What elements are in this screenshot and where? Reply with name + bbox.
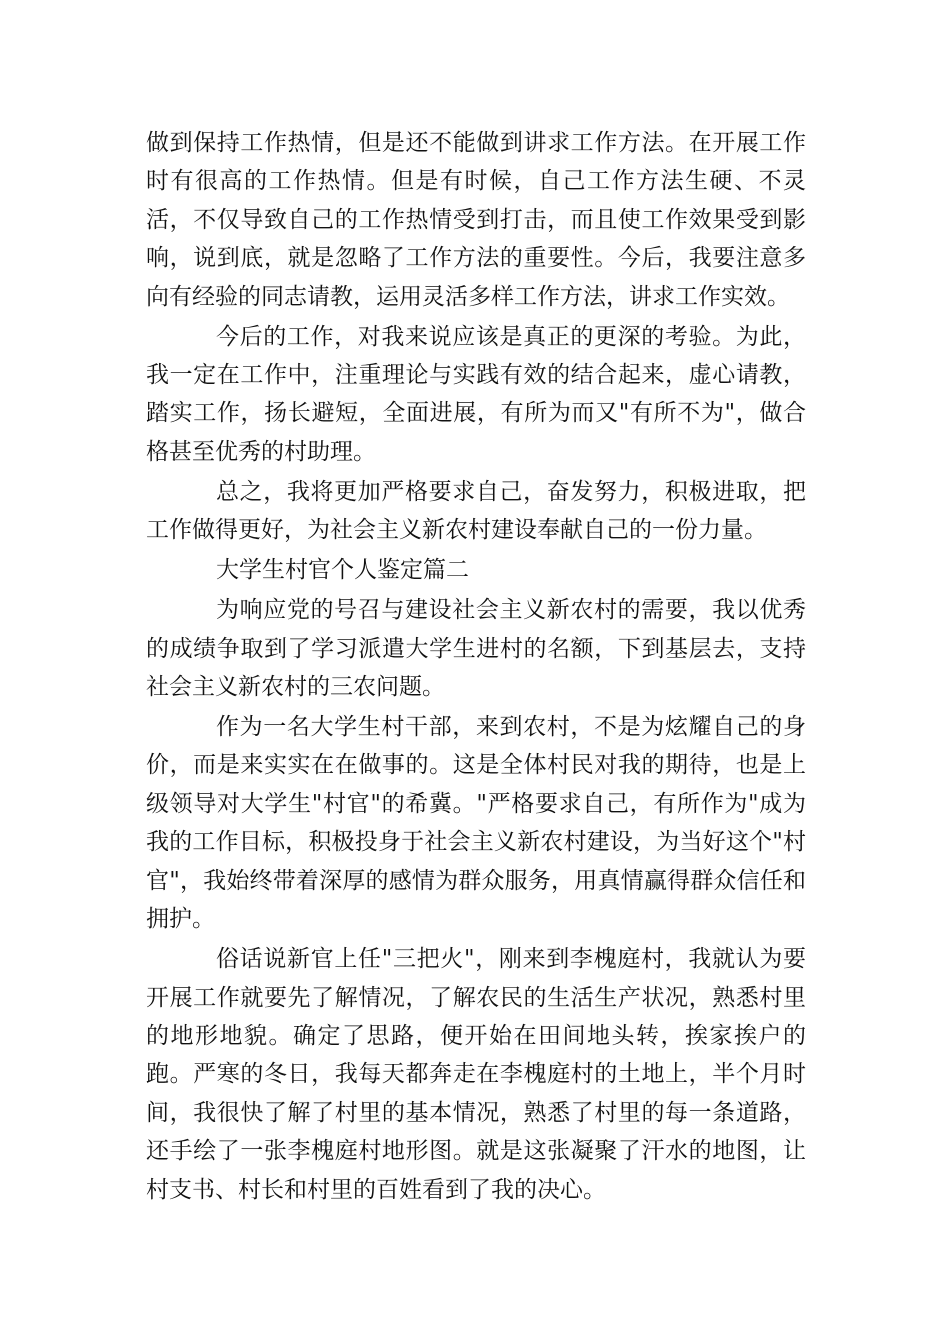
section-heading: 大学生村官个人鉴定篇二: [216, 557, 469, 584]
document-page: [146, 124, 806, 1211]
paragraph-continuation: 做到保持工作热情，但是还不能做到讲求工作方法。在开展工作时有很高的工作热情。但是有时候，自己工作方法生硬、不灵活，不仅导致自己的工作热情受到打击，而且使工作效果受到影响，说到底，就是忽略了工作方法的重要性。今后，我要注意多向有经验的同志请教，运用灵活多样工作方法，讲求工作实效。: [146, 130, 806, 310]
paragraph-role: 作为一名大学生村干部，来到农村，不是为炫耀自己的身价，而是来实实在在做事的。这是全体村民对我的期待，也是上级领导对大学生"村官"的希冀。"严格要求自己，有所作为"成为我的工作目标，积极投身于社会主义新农村建设，为当好这个"村官"，我始终带着深厚的感情为群众服务，用真情赢得群众信任和拥护。: [146, 714, 806, 933]
paragraph-future-work: 今后的工作，对我来说应该是真正的更深的考验。为此，我一定在工作中，注重理论与实践有效的结合起来，虚心请教，踏实工作，扬长避短，全面进展，有所为而又"有所不为"，做合格甚至优秀的村助理。: [146, 323, 806, 465]
paragraph-intro: 为响应党的号召与建设社会主义新农村的需要，我以优秀的成绩争取到了学习派遣大学生进村的名额，下到基层去，支持社会主义新农村的三农问题。: [146, 597, 806, 701]
paragraph-conclusion: 总之，我将更加严格要求自己，奋发努力，积极进取，把工作做得更好，为社会主义新农村建设奉献自己的一份力量。: [146, 478, 806, 544]
paragraph-start-work: 俗话说新官上任"三把火"，刚来到李槐庭村，我就认为要开展工作就要先了解情况，了解农民的生活生产状况，熟悉村里的地形地貌。确定了思路，便开始在田间地头转，挨家挨户的跑。严寒的冬日，我每天都奔走在李槐庭村的土地上，半个月时间，我很快了解了村里的基本情况，熟悉了村里的每一条道路，还手绘了一张李槐庭村地形图。就是这张凝聚了汗水的地图，让村支书、村长和村里的百姓看到了我的决心。: [146, 946, 806, 1203]
